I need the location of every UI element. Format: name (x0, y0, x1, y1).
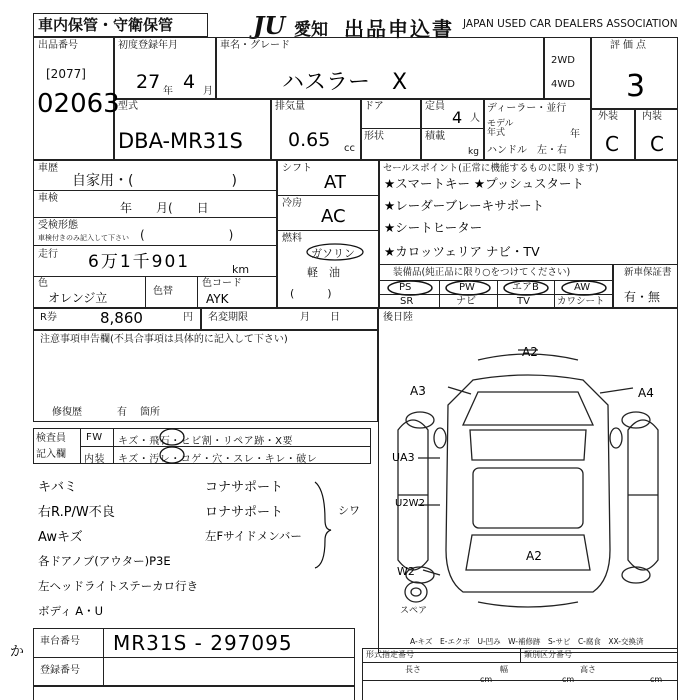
color-code-label: 色コード (202, 278, 242, 289)
model-name-label: 車名・グレード (220, 40, 290, 51)
fuel-diesel: 軽 油 (307, 266, 340, 279)
association-name: JAPAN USED CAR DEALERS ASSOCIATION (463, 18, 678, 30)
repair-label: 修復歴 (52, 407, 82, 418)
lot-number: 02063 (37, 89, 120, 119)
later-delivery-label: 後日陸 (383, 312, 413, 323)
diag-w2: W2 (397, 565, 415, 578)
exterior-label: 外装 (598, 111, 618, 122)
displacement: 0.65 (288, 129, 331, 151)
history-value: 自家用・( ) (72, 173, 237, 189)
fuel-other: ( ) (290, 287, 332, 300)
remark-4: 各ドアノブ(アウター)P3E (38, 554, 171, 568)
selling-point-2: ★レーダーブレーキサポート (384, 198, 545, 213)
model-code: DBA-MR31S (118, 129, 243, 153)
color-code: AYK (206, 292, 229, 306)
car-diagram (378, 330, 678, 620)
mileage: 6万1千901 (88, 252, 191, 272)
equip-ps: PS (399, 282, 412, 293)
gasoline-circle (305, 242, 365, 262)
remark-7: コナサポート (205, 480, 284, 495)
interior-entry-label: 内装 (84, 454, 105, 465)
doors-label: ドア (364, 101, 384, 112)
entry-label: 記入欄 (36, 449, 66, 460)
length-label: 長さ (405, 665, 421, 674)
receipt-note: 車検付きのみ記入して下さい (38, 234, 129, 242)
equip-pw: PW (459, 282, 475, 293)
inspector-circles (150, 428, 190, 468)
equip-aw: AW (574, 282, 591, 293)
model-designation-label: 形式指定番号 (366, 650, 414, 659)
drive-4wd: 4WD (551, 79, 575, 90)
warranty-value: 有・無 (624, 290, 661, 304)
shift-label: シフト (282, 163, 312, 174)
remark-8: ロナサポート (205, 505, 284, 520)
class-number-label: 類別区分番号 (524, 650, 572, 659)
lot-code: [2077] (46, 67, 86, 81)
score-label: 評価点 (610, 40, 649, 51)
remark-2: 右R.P/W不良 (38, 505, 115, 520)
inspector-label: 検査員 (36, 433, 66, 444)
receipt-value: ( ) (140, 228, 234, 242)
load-label: 積載 (425, 131, 445, 142)
storage-stamp: 車内保管・守衛保管 (38, 16, 174, 34)
equip-tv: TV (517, 296, 530, 307)
inspection-label: 車検 (38, 193, 58, 204)
interior-grade: C (650, 132, 664, 156)
receipt-label: 受検形態 (38, 220, 78, 231)
remark-10: シワ (338, 504, 360, 517)
color-label: 色 (38, 278, 48, 289)
chassis-number: MR31S - 297095 (113, 631, 293, 655)
height-label: 高さ (580, 665, 596, 674)
equip-leather: カワシート (557, 296, 605, 307)
diag-a2-top: A2 (522, 345, 538, 359)
repair-value: 有 (117, 407, 127, 418)
registration-year: 27 (136, 71, 161, 93)
fw-items: キズ・飛石・ヒビ割・リペア跡・X要 (118, 436, 293, 447)
selling-point-1: ★スマートキー ★プッシュスタート (384, 176, 585, 191)
score-value: 3 (626, 69, 646, 104)
remark-5: 左ヘッドライトステーカロ行き (38, 579, 199, 593)
repaint-label: 色替 (153, 286, 173, 297)
equipment-label: 装備品(純正品に限り○をつけてください) (393, 267, 571, 278)
remark-3: Awキズ (38, 530, 83, 545)
inspection-value: 年 月( 日 (120, 201, 209, 215)
width-label: 幅 (500, 665, 508, 674)
interior-items: キズ・汚レ・コゲ・穴・スレ・キレ・破レ (118, 454, 318, 465)
chassis-label: 車台番号 (40, 636, 80, 647)
recycle-value: 8,860 (100, 309, 143, 327)
drive-2wd: 2WD (551, 55, 575, 66)
registration-label: 初度登録年月 (118, 40, 178, 51)
aircon-label: 冷房 (282, 198, 302, 209)
model-code-label: 型式 (118, 101, 138, 112)
equip-circles (380, 280, 612, 296)
mileage-label: 走行 (38, 249, 58, 260)
capacity: 4 (452, 108, 463, 127)
diag-a2-bottom: A2 (526, 549, 542, 563)
notes-label: 注意事項申告欄(不具合事項は具体的に記入して下さい) (40, 334, 288, 345)
fuel-gasoline: ガソリン (311, 247, 355, 260)
selling-point-4: ★カロッツェリア ナビ・TV (384, 244, 540, 259)
diag-a4: A4 (638, 386, 654, 400)
margin-mark: か (10, 644, 24, 660)
damage-legend: A-キズ E-エクボ U-凹み W-補修跡 S-サビ C-腐食 XX-交換済 (410, 637, 644, 646)
warranty-label: 新車保証書 (624, 267, 672, 278)
name-change-value: 月 日 (300, 312, 340, 323)
interior-label: 内装 (642, 111, 662, 122)
plate-label: 登録番号 (40, 665, 80, 676)
selling-point-3: ★シートヒーター (384, 220, 483, 235)
fw-label: FW (86, 432, 103, 443)
color-value: オレンジ立 (48, 291, 108, 305)
brand-place: 愛知 (294, 20, 328, 40)
shift-value: AT (324, 172, 346, 193)
form-title: 出品申込書 (344, 17, 454, 41)
displacement-label: 排気量 (275, 101, 305, 112)
diag-ua3: UA3 (392, 451, 415, 464)
diag-a3: A3 (410, 384, 426, 398)
bottom-stub (33, 686, 355, 700)
repair-place: 箇所 (140, 407, 160, 418)
diag-u2w2: U2W2 (395, 498, 425, 509)
dealer-label: ディーラー・並行 (487, 103, 567, 114)
capacity-label: 定員 (425, 101, 445, 112)
selling-points-label: セールスポイント(正常に機能するものに限ります) (383, 163, 599, 174)
lot-label: 出品番号 (38, 40, 78, 51)
equip-airbag: エアB (512, 282, 539, 293)
exterior-grade: C (605, 132, 619, 156)
registration-month: 4 (183, 71, 196, 93)
equip-sr: SR (400, 296, 414, 307)
model-year-label: モデル年式 (487, 119, 514, 139)
remark-6: ボディ A・U (38, 604, 104, 618)
model-name: ハスラー X (282, 70, 408, 95)
recycle-label: R券 (40, 312, 57, 323)
name-change-label: 名変期限 (208, 312, 248, 323)
fuel-label: 燃料 (282, 233, 302, 244)
history-label: 車歴 (38, 163, 58, 174)
remark-9: 左Fサイドメンバー (205, 529, 302, 543)
aircon-value: AC (321, 206, 346, 227)
spare-label: スペア (400, 606, 428, 616)
equip-navi: ナビ (456, 296, 476, 307)
remark-1: キバミ (38, 480, 78, 495)
handle-label: ハンドル 左・右 (487, 145, 567, 156)
ju-logo: JU (253, 11, 286, 40)
remark-bracket (313, 480, 333, 570)
shape-label: 形状 (364, 131, 384, 142)
